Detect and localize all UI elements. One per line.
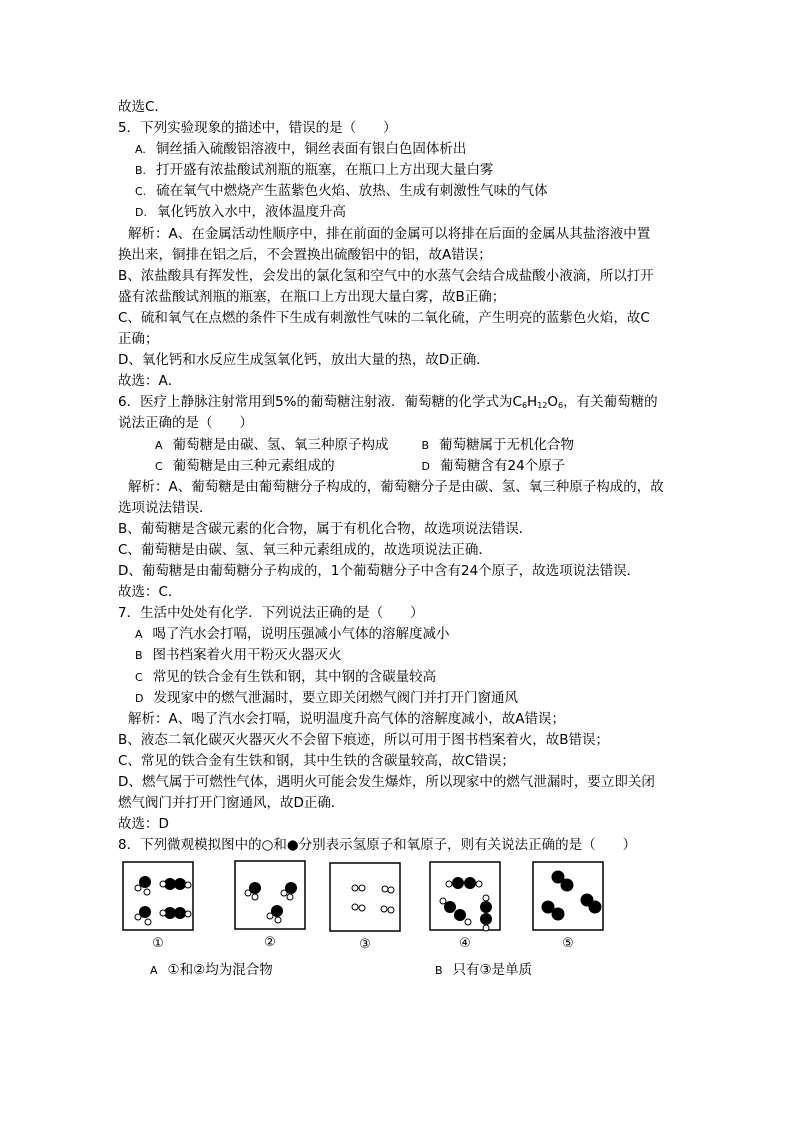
q6-stem-line2: 说法正确的是（ ） [118,415,253,432]
option-letter: D [135,691,144,705]
figure-label: ② [264,935,276,950]
option-text: 氧化钙放入水中，液体温度升高 [156,204,346,221]
q7-option [118,688,688,709]
q5-analysis-line: 解析：A、在金属活动性顺序中，排在前面的金属可以将排在后面的金属从其盐溶液中置 [128,225,651,242]
option-letter: D. [135,206,147,220]
q6-analysis-line: 选项说法错误． [118,499,213,516]
q8-option-b: B 只有③是单质 [435,962,533,978]
option-text: 常见的铁合金有生铁和钢，其中钢的含碳量较高 [152,668,437,685]
q6-option-row [118,456,688,477]
q6-option [422,456,689,477]
option-letter: B. [135,164,147,178]
q6-stem: 6．医疗上静脉注射常用到5%的葡萄糖注射液．葡萄糖的化学式为$C_6H_{12}O_6$，有关葡萄糖的 [118,394,658,411]
option-letter: C [155,459,163,473]
q7-analysis-line: C、常见的铁合金有生铁和钢，其中生铁的含碳量较高，故C错误； [118,752,515,769]
q8-options [118,958,688,978]
q7-stem: 7．生活中处处有化学．下列说法正确的是（ ） [118,605,424,622]
option-text: 铜丝插入硫酸铝溶液中，铜丝表面有银白色固体析出 [155,141,467,158]
q6-analysis-line: 故选：C． [118,584,182,601]
q5-analysis-line: 正确； [118,331,159,348]
figure-label: ⑤ [562,936,574,950]
option-letter: B [135,649,143,663]
q6-option [422,435,689,456]
option-letter: C [135,670,143,684]
q5-option [118,202,688,223]
q5-analysis-line: D、氧化钙和水反应生成氢氧化钙，放出大量的热，故D正确． [118,352,490,369]
q7-analysis-line: D、燃气属于可燃性气体，遇明火可能会发生爆炸，所以现家中的燃气泄漏时，要立即关闭 [118,774,655,790]
option-text: 图书档案着火用干粉灭火器灭火 [152,647,342,664]
q8-option-a: A ①和②均为混合物 [150,962,273,978]
q8-stem: 8．下列微观模拟图中的○和●分别表示氢原子和氧原子，则有关说法正确的是（ ） [118,837,637,854]
q8-molecule-figure [118,855,618,950]
q6-analysis-line: D、葡萄糖是由葡萄糖分子构成的，1个葡萄糖分子中含有24个原子，故选项说法错误． [118,563,641,580]
option-text: 葡萄糖是由三种元素组成的 [172,457,335,474]
option-letter: A. [135,143,146,157]
q5-option [118,181,688,202]
q6-analysis-line: B、葡萄糖是含碳元素的化合物，属于有机化合物，故选项说法错误． [118,520,533,537]
q7-option [118,645,688,666]
option-text: 打开盛有浓盐酸试剂瓶的瓶塞，在瓶口上方出现大量白雾 [156,162,494,179]
q5-analysis-line: 换出来，铜排在铝之后，不会置换出硫酸铝中的铝，故A错误； [118,246,492,263]
q5-analysis-line: C、硫和氧气在点燃的条件下生成有刺激性气味的二氧化硫，产生明亮的蓝紫色火焰，故C [118,309,650,326]
q7-analysis-line: 解析：A、喝了汽水会打嗝，说明温度升高气体的溶解度减小，故A错误； [128,710,565,727]
option-text: 喝了汽水会打嗝，说明压强减小气体的溶解度减小 [152,626,450,643]
option-letter: B [421,438,430,452]
q6-analysis-line: 解析：A、葡萄糖是由葡萄糖分子构成的，葡萄糖分子是由碳、氢、氧三种原子构成的，故 [128,478,664,495]
q5-option [118,160,688,181]
q7-option [118,667,688,688]
q5-analysis-line: 故选：A． [118,373,182,390]
q7-analysis-line: B、液态二氧化碳灭火器灭火不会留下痕迹，所以可用于图书档案着火，故B错误； [118,731,610,748]
option-text: 硫在氧气中燃烧产生蓝紫色火焰、放热、生成有刺激性气味的气体 [156,183,548,200]
figure-label: ④ [459,936,471,950]
q5-analysis-line: 盛有浓盐酸试剂瓶的瓶塞，在瓶口上方出现大量白雾，故B正确； [118,288,506,305]
q5-option [118,139,688,160]
option-letter: C. [135,185,147,199]
option-text: 发现家中的燃气泄漏时，要立即关闭燃气阀门并打开门窗通风 [153,689,518,706]
q5-analysis-line: B、浓盐酸具有挥发性，会发出的氯化氢和空气中的水蒸气会结合成盐酸小液滴，所以打开 [118,267,654,284]
document-body [118,97,688,856]
option-text: 葡萄糖含有24个原子 [439,457,566,474]
q6-option-row [118,435,688,456]
q5-stem: 5．下列实验现象的描述中，错误的是（ ） [118,120,397,137]
option-letter: A [155,438,163,452]
q7-option [118,624,688,645]
figure-label: ① [152,936,164,950]
prev-answer: 故选C． [118,99,168,115]
q7-analysis-line: 故选：D [118,816,169,833]
option-letter: D [421,459,430,473]
q7-analysis-line: 燃气阀门并打开门窗通风，故D正确． [118,795,345,812]
q6-option [155,456,422,477]
q6-analysis-line: C、葡萄糖是由碳、氢、氧三种元素组成的，故选项说法正确． [118,541,492,558]
option-text: 葡萄糖属于无机化合物 [439,436,575,453]
option-text: 葡萄糖是由碳、氢、氧三种原子构成 [172,436,389,453]
option-letter: A [135,628,143,642]
q6-option [155,435,422,456]
figure-label: ③ [359,937,371,950]
